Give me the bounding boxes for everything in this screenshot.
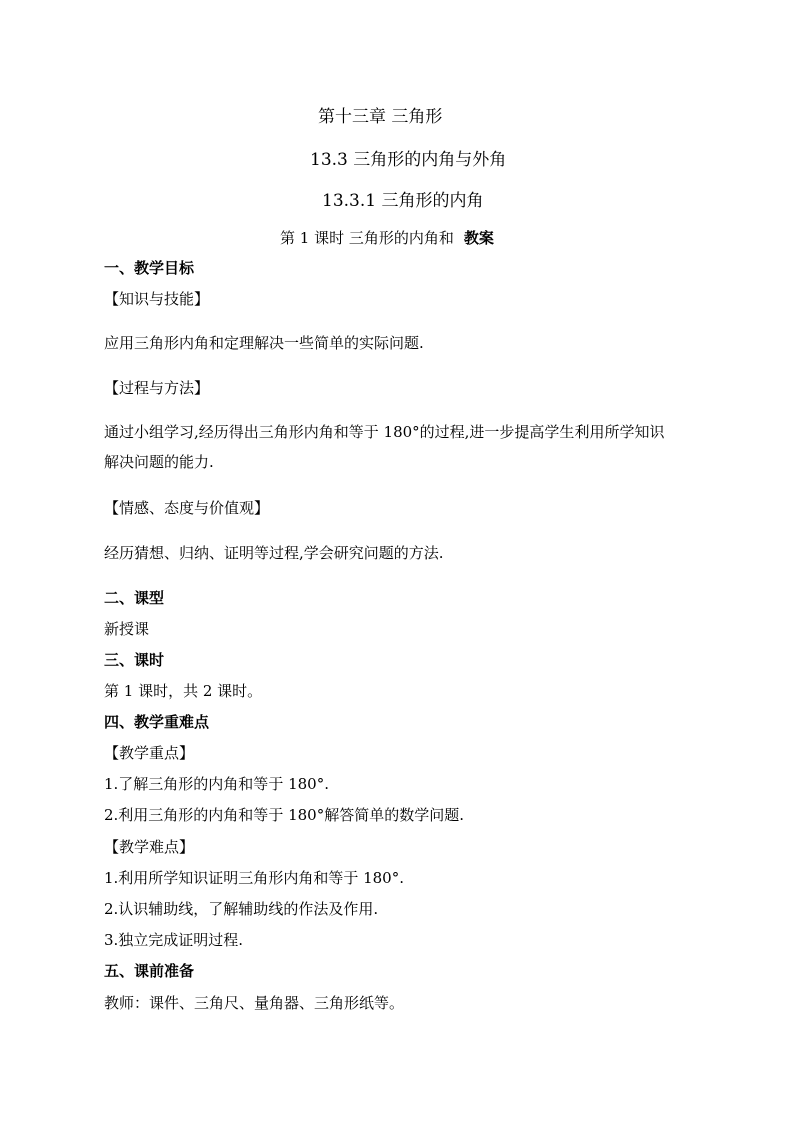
section-heading-preparation: 五、课前准备 xyxy=(104,962,195,980)
text-process-methods-line1: 通过小组学习,经历得出三角形内角和等于 180°的过程,进一步提高学生利用所学知识 xyxy=(104,423,665,441)
key-point-1: 1.了解三角形的内角和等于 180°. xyxy=(104,775,329,793)
label-process-methods: 【过程与方法】 xyxy=(104,379,210,397)
text-knowledge-skills: 应用三角形内角和定理解决一些简单的实际问题. xyxy=(104,334,424,352)
difficult-point-2: 2.认识辅助线，了解辅助线的作法及作用. xyxy=(104,900,379,918)
lesson-title-prefix: 第 1 课时 三角形的内角和 xyxy=(280,229,454,247)
text-process-methods-line2: 解决问题的能力. xyxy=(104,453,214,471)
key-point-2: 2.利用三角形的内角和等于 180°解答简单的数学问题. xyxy=(104,806,464,824)
lesson-title xyxy=(280,228,494,248)
text-lesson-type: 新授课 xyxy=(104,620,150,638)
difficult-point-1: 1.利用所学知识证明三角形内角和等于 180°. xyxy=(104,869,404,887)
subsection-title: 13.3.1 三角形的内角 xyxy=(322,191,484,211)
section-heading-objectives: 一、教学目标 xyxy=(104,259,195,277)
chapter-title: 第十三章 三角形 xyxy=(318,107,443,127)
text-class-hours: 第 1 课时，共 2 课时。 xyxy=(104,682,263,700)
text-preparation: 教师：课件、三角尺、量角器、三角形纸等。 xyxy=(104,994,405,1012)
section-title: 13.3 三角形的内角与外角 xyxy=(310,150,507,170)
section-heading-key-difficult: 四、教学重难点 xyxy=(104,713,210,731)
label-emotion-values: 【情感、态度与价值观】 xyxy=(104,499,270,517)
text-emotion-values: 经历猜想、归纳、证明等过程,学会研究问题的方法. xyxy=(104,544,444,562)
section-heading-class-hours: 三、课时 xyxy=(104,651,165,669)
difficult-point-3: 3.独立完成证明过程. xyxy=(104,931,244,949)
lesson-title-suffix: 教案 xyxy=(463,229,494,247)
section-heading-lesson-type: 二、课型 xyxy=(104,589,165,607)
label-key-points: 【教学重点】 xyxy=(104,744,195,762)
label-knowledge-skills: 【知识与技能】 xyxy=(104,290,210,308)
label-difficult-points: 【教学难点】 xyxy=(104,838,195,856)
